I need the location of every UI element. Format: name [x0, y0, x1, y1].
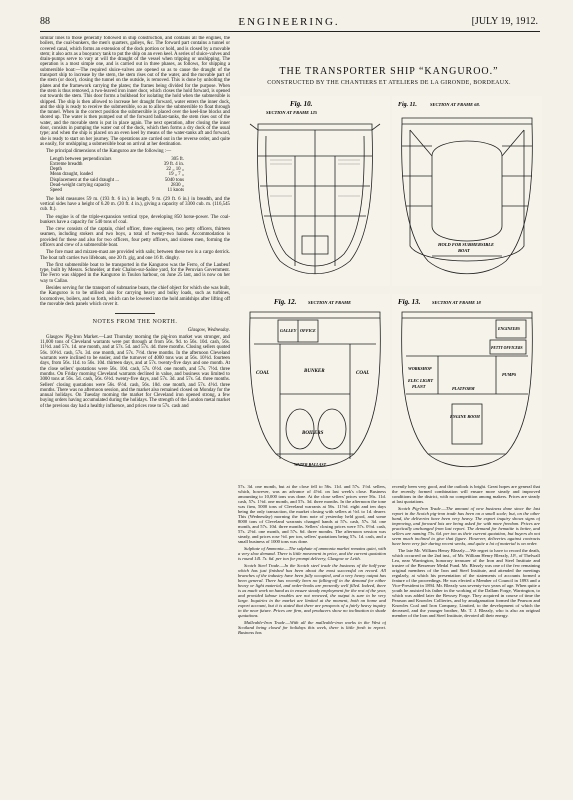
paragraph: recently been very good, and the outlook is bright. Great hopes are general that the recently formed combination will ensure more steady and improved conditions in the district, with no competition among makers. Prices are steady at last quotations. [392, 484, 540, 504]
fig13-section: SECTION AT FRAME 18 [432, 300, 481, 305]
fig10-section: SECTION AT FRAME 125 [266, 110, 317, 115]
fig12-coal-left: COAL [256, 371, 270, 376]
fig13-elec-light: ELEC LIGHT [408, 378, 434, 383]
fig12-section: SECTION AT FRAME [308, 300, 352, 305]
fig12-coal-right: COAL [356, 371, 370, 376]
dimension-row: Depth 22 „ 10 „ [50, 167, 184, 173]
article-title: THE TRANSPORTER SHIP “KANGUROO.” [279, 66, 499, 77]
paragraph: Malleable-Iron Trade.—With all the malleable-iron works in the West of Scotland being closed for holidays this week, there is little fresh to report. Business has [238, 620, 386, 635]
figure-13 [392, 294, 542, 479]
paragraph: The crew consists of the captain, chief officer, three engineers, two petty officers, thirteen seamen, including stokers and two boys, a total of twenty-two hands. Accommodation is provided for these and also for two officers, four petty officers, and sixteen men, forming the officers and crew of a submersible boat. [40, 227, 230, 248]
fig13-pumps: PUMPS [502, 372, 517, 377]
fig13-drawing [392, 294, 542, 479]
paragraph: The engine is of the triple-expansion vertical type, developing 850 horse-power. The coal-bunkers have a capacity for 540 tons of coal. [40, 214, 230, 225]
right-column [392, 484, 540, 792]
middle-column [238, 484, 386, 792]
paragraph: The late Mr. William Henry Blezzly.—We regret to have to record the death, which occurred on the 2nd inst., of Mr. William Henry Blezzly, J.P., of Thelwall Lea, near Warrington, honorary treasurer of the Iron and Steel Institute and trustee of the Bessemer Medal Fund. Mr. Blezzly was one of the few remaining original members of the Iron and Steel Institute, and attended the meetings regularly, at which his presentation of the statements of accounts formed a feature of the proceedings. He was elected a Member of Council in 1893 and a Vice-President in 1894. Mr. Blezzly was seventy-two years of age. When quite a youth he assisted his father in the working of the Dallam Forge, Warrington, to which was added later the Bewsey Forge. They acquired in course of time the Pearson and Knowles Collieries, and by amalgamation formed the Pearson and Knowles Coal and Iron Company, Limited, to the development of which the deceased, and the younger brother, Mr. T. J. Blezzly, who is also an original member of the Iron and Steel Institute, devoted all their energy. [392, 548, 540, 618]
dimension-row: Speed 11 knots [50, 188, 184, 194]
dimension-row: Mean draught, loaded 19 „ 7 „ [50, 172, 184, 178]
figure-10 [240, 96, 390, 286]
fig11-drawing [392, 96, 542, 286]
fig12-galley: GALLEY [280, 328, 297, 333]
fig13-platform: PLATFORM [452, 386, 475, 391]
section-divider [115, 313, 155, 314]
figure-11 [392, 96, 542, 286]
fig13-plant: PLANT [412, 384, 426, 389]
fig10-drawing [240, 96, 390, 286]
left-column [40, 36, 230, 791]
fig12-bunker: BUNKER [304, 369, 325, 374]
issue-date: [JULY 19, 1912. [471, 16, 538, 27]
header-rule [40, 31, 540, 32]
fig13-engine-room: ENGINE ROOM [450, 414, 480, 419]
dimension-row: Dead-weight carrying capacity 2830 „ [50, 183, 184, 189]
paragraph: The first submersible boat to be transported in the Kanguroo was the Ferro, of the Laubeuf type, built by Messrs. Schneider, at their Chalon-sur-Saône yard, for the Peruvian Government. The Ferro was shipped in the Kanguroo in Toulon harbour, on June 25 last, and is now on her way to Callao. [40, 262, 230, 284]
dateline: Glasgow, Wednesday. [187, 327, 230, 333]
journal-title: ENGINEERING. [238, 16, 340, 28]
paragraph: The hold measures 59 m. (193 ft. 6 in.) in length, 9 m. (29 ft. 6 in.) in breadth, and the vertical sides have a height of 6.20 m. (20 ft. 4 in.), giving a capacity of 3300 cub. m. (116,545 cub. ft.). [40, 196, 230, 213]
dimension-row: Extreme breadth 39 ft. 4 in. [50, 161, 184, 167]
fig10-label: Fig. 10. [290, 100, 313, 108]
page-header [40, 16, 538, 32]
fig12-label: Fig. 12. [274, 298, 297, 306]
dimension-row: Displacement at the said draught ... 5040 tons [50, 177, 184, 183]
fig13-label: Fig. 13. [398, 298, 421, 306]
dimension-row: Length between perpendiculars 305 ft. [50, 156, 184, 162]
paragraph: 57s. 3d. one month, but at the close fell to 56s. 11d. and 57s. 1½d. sellers, which, however, was an advance of 4½d. on last week's close. Business amounting to 10,000 tons was done. At the close sellers' prices were 56s. 11d. cash, 57s. 1½d. one month, and 57s. 3d. three months. In the afternoon the tone was firm, 5000 tons of Cleveland warrants at 56s. 11½d. eight and ten days being the only transaction, the market closing with sellers at ½d. to 1d. dearer. This (Wednesday) morning the firm note of yesterday held good, and some 8000 tons of Cleveland warrants changed hands at 57s. cash, 57s. 3d. one month, and 57s. 10d. three months. Sellers' closing prices were 57s. 0½d. cash, 57s. 2½d. one month, and 57s. 6d. three months. The afternoon session was steady, and prices rose ½d. per ton, sellers' quotations being 57s. 1d. cash, and a small business of 1000 tons was done. [238, 484, 386, 544]
article-subtitle: CONSTRUCTED BY THE CHANTIERS ET ATELIERS DE LA GIRONDE, BORDEAUX. [267, 80, 511, 86]
paragraph: similar lines to those generally followed in ship construction, and contains all the engines, the boilers, the coal-bunkers, the men's quarters, galleys, &c. The forward part contains a tunnel or covered canal, which forms an extension of the dock portion or hold, and is closed by a movable stem; it also acts as a buoyancy tank to put the ship on an even keel. A series of sluice-valves and drain-pumps serve to vary at will the draught of the vessel when tripping or unshipping. The operation is a most simple one, and is carried out in three phases, as follows, for shipping a submersible boat:—The required sluice-valves are opened so as to cause the draught of the transport ship to increase by the stern, the stem rises out of the water, and the movable part of the stem (or door), closing the tunnel on the outside, is removed. This is done by unbolting the plates and the framework carrying the plates; the frames being divided for the purpose. When the stem is thus removed, a two-leaved iron inner door, which closes the hold forward, is opened out towards the stem. This door forms a bulkhead for isolating the hold when the submersible is shipped. The ship is then allowed to increase her draught forward, water enters the inner dock, and the ship is ready to receive the submersible, so as to allow the submersible to float through the tunnel. When in the correct position the submersible is placed over the keel-line blocks and shored up. The water is then pumped out of the forward ballast-tanks, the stem rises out of the water, and the movable stem is put in place again. The next operation, after closing the inner door, consists in pumping the water out of the dock, which then forms a dry dock of the usual type; and when the ship is placed on an even keel by means of the water-tanks aft and forward, she is ready to start on her journey. The operations are carried out in the reverse order, and quite as easily, for unshipping a submersible boat on arrival at her destination. [40, 36, 230, 147]
fig11-note1: HOLD FOR SUBMERSIBLE [438, 242, 495, 247]
section-heading: NOTES FROM THE NORTH. [92, 319, 178, 326]
figure-12 [240, 294, 390, 479]
paragraph: Besides serving for the transport of submarine boats, the chief object for which she was built, the Kanguroo is to be utilised also for carrying heavy and bulky loads, such as turbines, locomotives, boilers, and so forth, which can be lowered into the hold amidships after lifting off the movable deck panels which cover it. [40, 286, 230, 307]
paragraph: Sulphate of Ammonia.—The sulphate of ammonia market remains quiet, with a very slow demand. There is little movement in price, and the current quotation is round 14l. 7s. 6d. per ton for prompt delivery, Glasgow or Leith. [238, 546, 386, 561]
dimensions-table [50, 157, 230, 194]
page-number: 88 [40, 16, 50, 27]
fig11-section: SECTION AT FRAME 68. [430, 102, 480, 107]
fig12-drawing [240, 294, 390, 479]
paragraph: The fore mast and mizzen-mast are provided with sails; between these two is a cargo derrick. The boat raft carries two lifeboats, one 20 ft. gig, and one 16 ft. dinghy. [40, 250, 230, 261]
paragraph: The principal dimensions of the Kanguroo are the following :— [46, 149, 172, 155]
fig11-note2: BOAT [458, 248, 470, 253]
paragraph: Glasgow Pig-Iron Market.—Last Thursday morning the pig-iron market was stronger, and 11,000 tons of Cleveland warrants were put through at from 56s. 9d. to 56s. 10d. cash, 56s. 11½d. and 57s. 1d. one month, and at 57s. 5d. and 57s. 4d. three months. Closing sellers quoted 56s. 10½d. cash, 57s. 3d. one month, and 57s. 7½d. three months. In the afternoon Cleveland warrants were inclined to be easier, and the turnover of 4000 tons was at 56s. 10½d. fourteen days, from 56s. 11d. to 56s. 10d. thirteen days, and at 57s. twenty-five days and one month. At the close sellers' quotations were 56s. 10d. cash, 57s. 0½d. one month, and 57s. 7½d. three months. On Friday morning Cleveland warrants declined in value, and business was limited to 3000 tons at 56s. 5d. cash, 56s. 6½d. twenty-five days, and 57s. 3d. and 57s. 5d. three months. Sellers' closing quotations were 56s. 6½d. cash, 56s. 10d. one month, and 57s. 4½d. three months. There was no afternoon session, and the market also remained closed on Monday for the annual holidays. On Tuesday morning the market for Cleveland iron opened strong, a few buying orders having accumulated during the holidays. The strength of the London metal market of the previous day had a healthy influence, and prices rose to 57s. cash and [40, 334, 230, 409]
fig12-office: OFFICE [300, 328, 316, 333]
fig11-label: Fig. 11. [398, 102, 417, 108]
fig13-petty-officers: PETTY OFFICERS [491, 346, 523, 350]
fig13-engineers: ENGINEERS [498, 327, 520, 331]
paragraph: Scotch Pig-Iron Trade.—The amount of new business done since the last report in the Scotch pig-iron trade has been on a small scale; but, on the other hand, the deliveries have been very heavy. The export inquiry shows signs of improving, and forward lots are being asked for with more freedom. Prices are practically unchanged from last report. The demand for hematite is better, and sellers are naming 73s. 6d. per ton as their current quotation, but buyers do not seem much inclined to give that figure. However, deliveries against contracts have been very fair during recent weeks, and quite a lot of material is on order. [392, 506, 540, 546]
paragraph: Scotch Steel Trade.—In the Scotch steel trade the business of the half-year which has just finished has been about the most successful on record. All branches of the industry have been fully occupied, and a very heavy output has been general. There has recently been no falling-off in the demand for either heavy or light material, and order-books are presently well filled. Indeed, there is as much work on hand as to ensure steady employment for the rest of the year, and provided labour troubles are not renewed, the output is sure to be very large. Inquiries in the market are limited at the moment, both on home and export account, but it is stated that there are prospects of a fairly heavy inquiry in the near future. Prices are firm, and producers show no inclination to shade quotations. [238, 563, 386, 618]
fig12-water-ballast: WATER BALLAST [294, 462, 327, 467]
fig13-workshop: WORKSHOP [408, 366, 432, 371]
fig12-boilers: BOILERS [302, 431, 324, 436]
